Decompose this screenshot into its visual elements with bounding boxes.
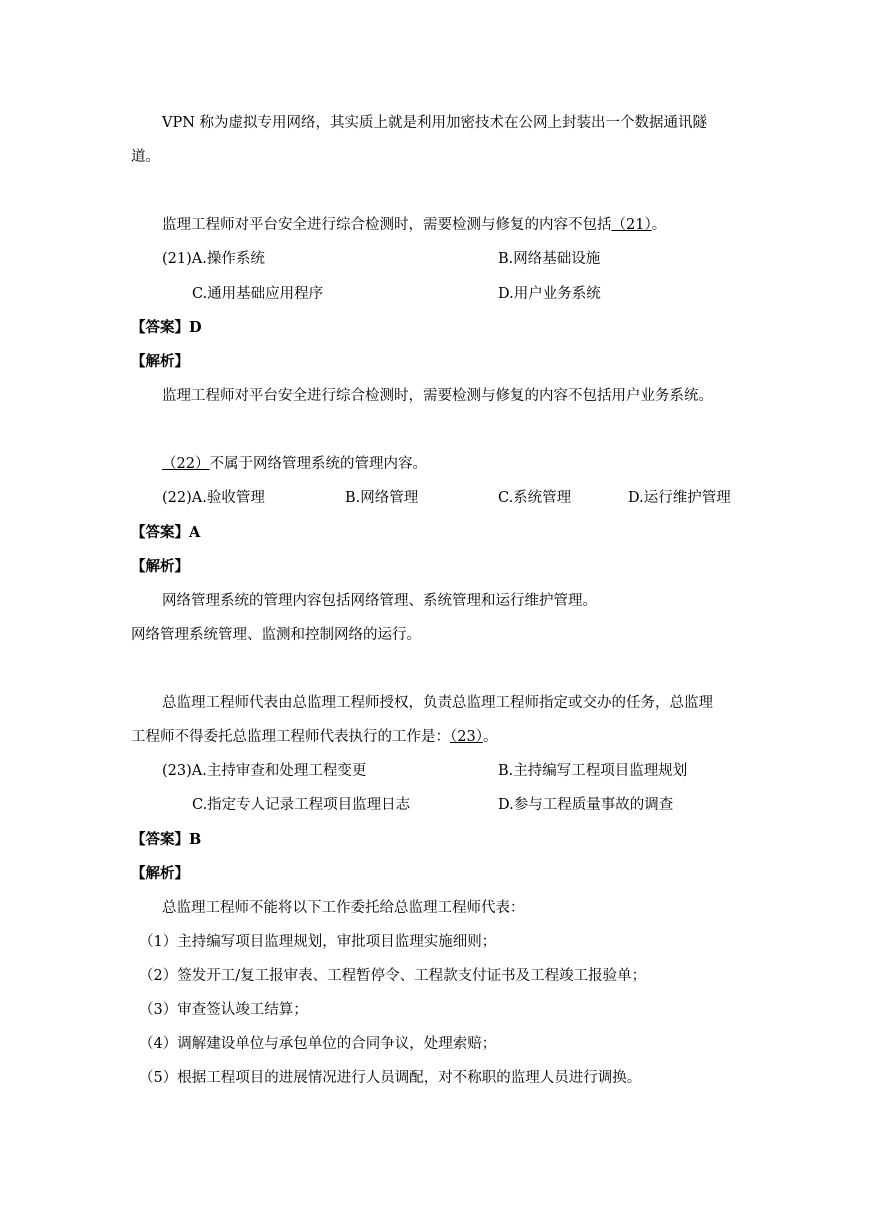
q23-option-a: (23)A.主持审查和处理工程变更 [162,763,367,779]
q23-analysis-item-1: （1）主持编写项目监理规划，审批项目监理实施细则； [139,934,497,950]
q23-stem-line-1: 总监理工程师代表由总监理工程师授权，负责总监理工程师指定或交办的任务，总监理 [162,695,713,711]
q21-option-a: (21)A.操作系统 [162,251,265,267]
q22-stem-text: 不属于网络管理系统的管理内容。 [209,456,427,472]
q22-analysis-label: 【解析】 [131,558,189,575]
q22-stem [162,454,427,474]
q23-stem-text: 工程师不得委托总监理工程师代表执行的工作是： [131,729,450,745]
q21-answer-label: 【答案】 [131,319,189,336]
q23-analysis-item-5: （5）根据工程项目的进展情况进行人员调配，对不称职的监理人员进行调换。 [139,1070,642,1086]
q23-option-b: B.主持编写工程项目监理规划 [498,763,688,779]
q21-option-d: D.用户业务系统 [498,286,601,302]
q22-answer-label: 【答案】 [131,524,189,541]
q22-blank: （22） [162,456,210,472]
q22-answer [131,523,200,543]
q23-analysis-item-3: （3）审查签认竣工结算； [139,1002,308,1018]
q21-answer-value: D [189,319,202,336]
q21-stem-suffix: 。 [651,217,667,233]
q23-analysis-label: 【解析】 [131,865,189,882]
q23-answer-label: 【答案】 [131,831,189,848]
q22-analysis-line-2: 网络管理系统管理、监测和控制网络的运行。 [131,627,421,643]
q21-stem-text: 监理工程师对平台安全进行综合检测时，需要检测与修复的内容不包括 [162,217,612,233]
q21-option-b: B.网络基础设施 [498,251,601,267]
q23-option-c: C.指定专人记录工程项目监理日志 [192,797,411,813]
q23-answer-value: B [189,831,202,848]
q21-analysis-label: 【解析】 [131,353,189,370]
q23-analysis-item-4: （4）调解建设单位与承包单位的合同争议，处理索赔； [139,1036,497,1052]
q21-stem [162,215,666,235]
q22-option-b: B.网络管理 [345,490,419,506]
q23-answer [131,830,201,850]
q21-blank: （21） [611,217,652,233]
q22-analysis-line-1: 网络管理系统的管理内容包括网络管理、系统管理和运行维护管理。 [162,593,597,609]
q23-analysis-item-2: （2）签发开工/复工报审表、工程暂停令、工程款支付证书及工程竣工报验单； [139,968,647,984]
q21-answer [131,318,202,338]
q22-option-d: D.运行维护管理 [628,490,731,506]
q21-analysis-line: 监理工程师对平台安全进行综合检测时，需要检测与修复的内容不包括用户业务系统。 [162,388,713,404]
intro-line-2: 道。 [131,149,160,165]
q22-option-a: (22)A.验收管理 [162,490,265,506]
q22-option-c: C.系统管理 [498,490,572,506]
q21-option-c: C.通用基础应用程序 [192,286,324,302]
q22-answer-value: A [189,524,201,541]
q23-blank: （23） [450,729,483,745]
q23-stem-line-2 [131,727,497,747]
q23-option-d: D.参与工程质量事故的调查 [498,797,674,813]
q23-stem-suffix: 。 [482,729,498,745]
q23-analysis-intro: 总监理工程师不能将以下工作委托给总监理工程师代表： [162,900,525,916]
intro-line-1: VPN 称为虚拟专用网络，其实质上就是利用加密技术在公网上封装出一个数据通讯隧 [162,115,708,131]
